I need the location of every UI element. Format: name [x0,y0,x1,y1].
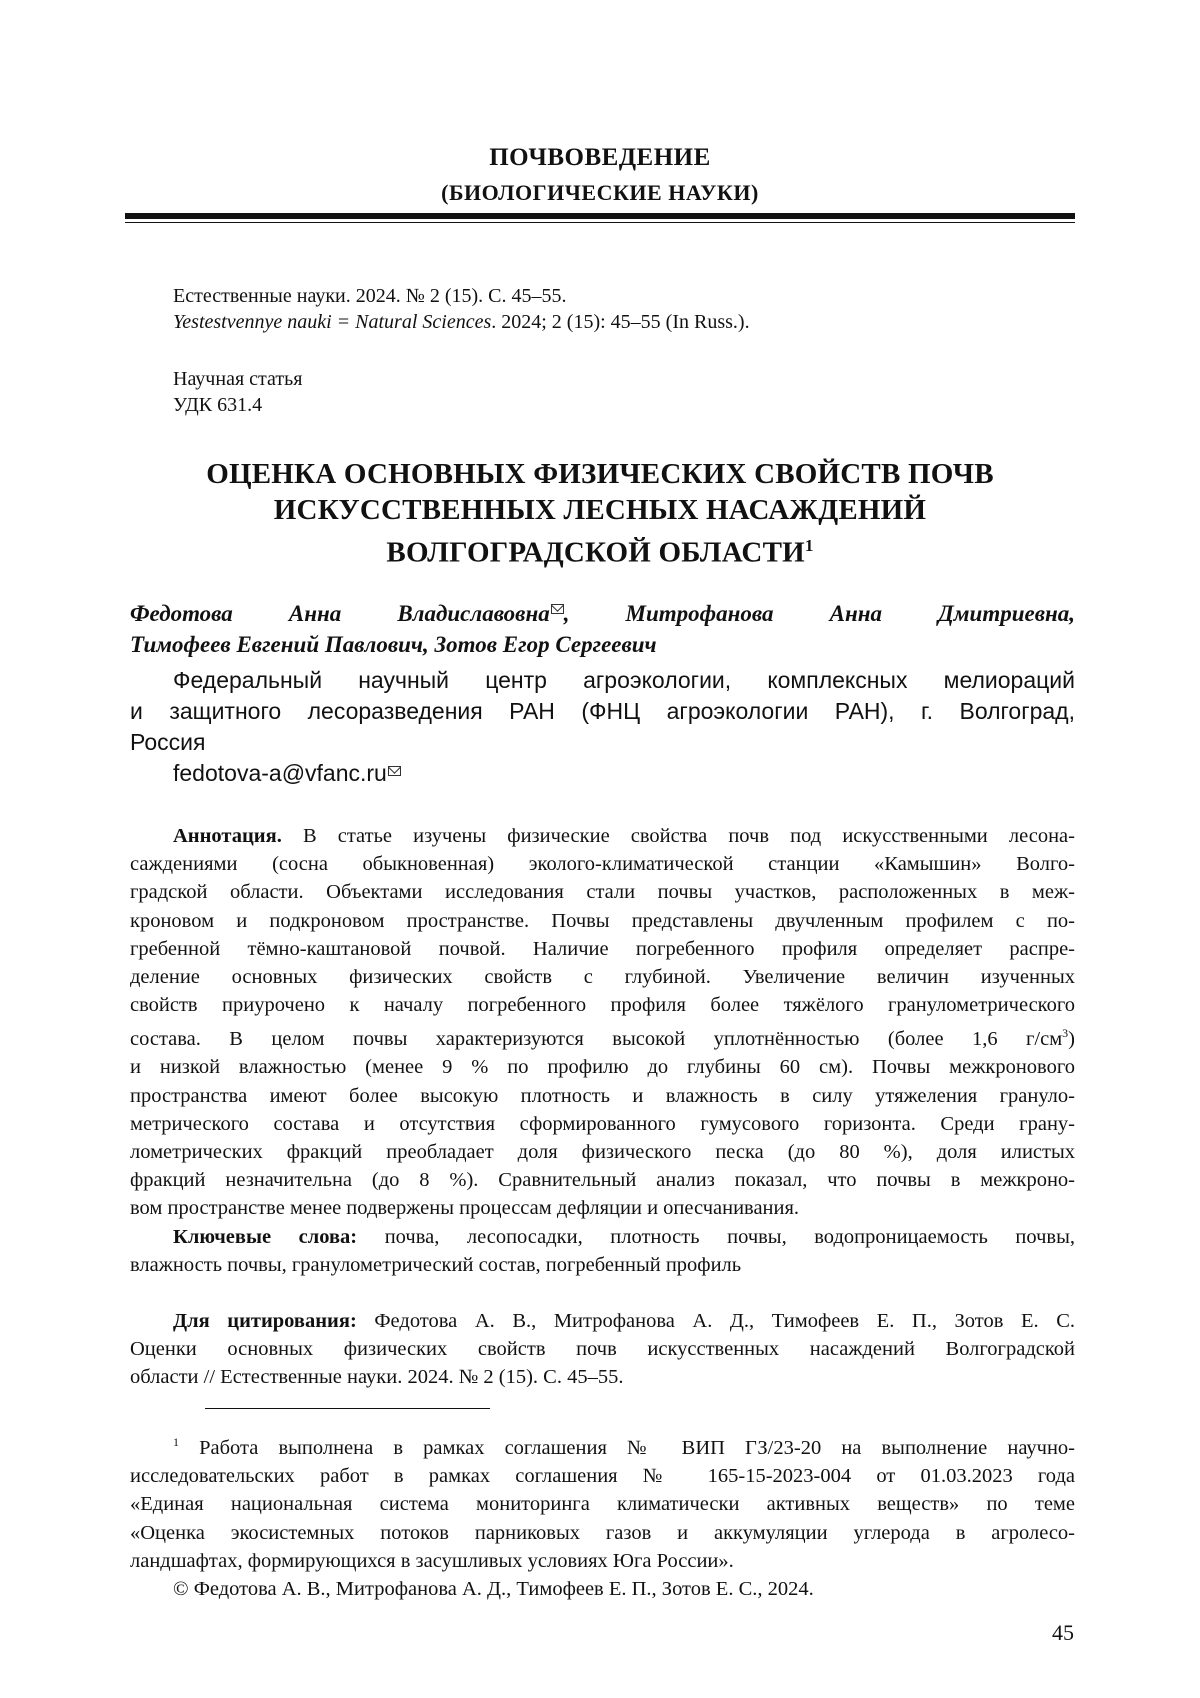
udc-code: УДК 631.4 [173,394,263,416]
journal-issue-en: . 2024; 2 (15): 45–55 (In Russ.). [491,311,750,333]
footnote [130,1428,1075,1604]
header-rule-thin [125,222,1075,223]
abstract-line: гребенной тёмно-каштановой почвой. Наличие погребенного профиля определяет распре- [130,937,1075,960]
authors-line-2: Тимофеев Евгений Павлович, Зотов Егор Сергеевич [130,632,657,657]
affiliation-line-1: Федеральный научный центр агроэкологии, комплексных мелиораций [173,667,1075,693]
abstract-line: Аннотация. В статье изучены физические свойства почв под искусственными лесона- [173,825,1075,847]
envelope-icon [551,604,564,614]
email-text[interactable]: fedotova-a@vfanc.ru [173,760,387,786]
title-line-3-text: ВОЛГОГРАДСКОЙ ОБЛАСТИ [386,536,805,569]
abstract-line: фракций незначительна (до 8 %). Сравнительный анализ показал, что почвы в межкроно- [130,1169,1075,1192]
citation-line: области // Естественные науки. 2024. № 2 (15). С. 45–55. [130,1366,624,1389]
affiliation [130,665,1075,758]
abstract-label: Аннотация. [173,825,282,847]
abstract-line: метрического состава и отсутствия сформированного гумусового горизонта. Среди грану- [130,1112,1075,1135]
abstract-line: вом пространстве менее подвержены процессам дефляции и опесчанивания. [130,1197,800,1220]
keywords-label: Ключевые слова: [173,1225,358,1248]
article-type: Научная статья [173,368,303,390]
section-subtitle: (БИОЛОГИЧЕСКИЕ НАУКИ) [441,180,759,205]
authors-line-1-rest: , Митрофанова Анна Дмитриевна, [563,601,1076,626]
citation-line: Оценки основных физических свойств почв искусственных насаждений Волгоградской [130,1338,1075,1361]
abstract-line: кроновом и подкроновом пространстве. Почвы представлены двучленным профилем с по- [130,909,1075,932]
footnote-line: ландшафтах, формирующихся в засушливых условиях Юга России». [130,1550,734,1573]
abstract-line: свойств приурочено к началу погребенного профиля более тяжёлого гранулометрического [130,994,1075,1017]
citation-label: Для цитирования: [173,1310,357,1333]
abstract-line: лометрических фракций преобладает доля физического песка (до 80 %), доля илистых [130,1141,1075,1164]
journal-name-en: Yestestvennye nauki = Natural Sciences [173,311,492,333]
article-meta [173,366,302,418]
abstract-line: состава. В целом почвы характеризуются высокой уплотнённостью (более 1,6 $г/см^3$) [130,1026,1075,1051]
author-list [130,598,1075,660]
spacer [130,1279,1075,1307]
footnote-line: исследовательских работ в рамках соглашения № 165-15-2023-004 от 01.03.2023 года [130,1465,1075,1488]
article-title [130,456,1070,571]
author-corresponding: Федотова Анна Владиславовна [130,601,550,626]
journal-line-ru: Естественные науки. 2024. № 2 (15). С. 45–55. [173,285,567,307]
authors-line-1 [130,598,1075,629]
keywords-line: влажность почвы, гранулометрический состав, погребенный профиль [130,1253,742,1276]
title-footnote-mark[interactable]: 1 [804,536,814,555]
abstract-line: и низкой влажностью (менее 9 % по профилю до глубины 60 см). Почвы межкронового [130,1056,1075,1079]
keywords-line: Ключевые слова: почва, лесопосадки, плотность почвы, водопроницаемость почвы, [173,1225,1075,1248]
header-rule-thick [125,213,1075,219]
author-email[interactable] [173,760,401,787]
footnote-line: «Единая национальная система мониторинга климатически активных веществ» по теме [130,1493,1075,1516]
journal-info [173,283,750,335]
footnote-mark: 1 [173,1435,179,1449]
footnote-line: «Оценка экосистемных потоков парниковых газов и аккумуляции углерода в агролесо- [130,1521,1075,1544]
footnote-separator [205,1408,490,1409]
abstract-line: саждениями (сосна обыкновенная) эколого-климатической станции «Камышин» Волго- [130,853,1075,876]
section-title: ПОЧВОВЕДЕНИЕ [489,144,711,171]
copyright-line: © Федотова А. В., Митрофанова А. Д., Тимофеев Е. П., Зотов Е. С., 2024. [173,1578,814,1601]
title-line-2: ИСКУССТВЕННЫХ ЛЕСНЫХ НАСАЖДЕНИЙ [273,494,927,526]
unit-superscript: 3 [1062,1026,1069,1041]
title-line-3 [130,528,1070,571]
footnote-line: $^1$ Работа выполнена в рамках соглашения № ВИП ГЗ/23-20 на выполнение научно- [173,1435,1075,1459]
page-number: 45 [1052,1620,1074,1645]
abstract [130,822,1075,1392]
abstract-line: градской области. Объектами исследования стали почвы участков, расположенных в меж- [130,881,1075,904]
affiliation-line-2: и защитного лесоразведения РАН (ФНЦ агроэкологии РАН), г. Волгоград, [130,698,1075,724]
title-line-1: ОЦЕНКА ОСНОВНЫХ ФИЗИЧЕСКИХ СВОЙСТВ ПОЧВ [206,458,994,490]
abstract-line: деление основных физических свойств с глубиной. Увеличение величин изученных [130,966,1075,989]
affiliation-line-3: Россия [130,729,206,755]
citation-line: Для цитирования: Федотова А. В., Митрофанова А. Д., Тимофеев Е. П., Зотов Е. С. [173,1310,1075,1333]
abstract-line: пространства имеют более высокую плотность и влажность в силу утяжеления грануло- [130,1084,1075,1107]
envelope-icon [388,766,401,776]
journal-line-en [173,309,750,335]
